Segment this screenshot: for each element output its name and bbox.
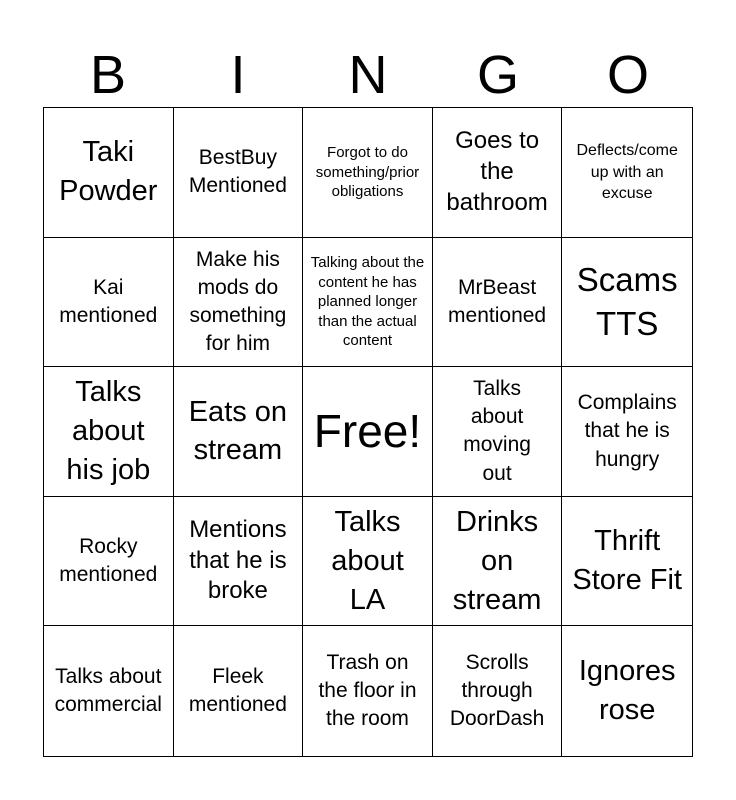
bingo-cell[interactable] (174, 626, 304, 756)
cell-text: Mentions that he is broke (189, 516, 287, 605)
bingo-cell[interactable] (433, 497, 563, 627)
bingo-cell[interactable] (562, 497, 692, 627)
cell-text: Trash on the floor in the room (318, 651, 417, 731)
header-letter-n: N (348, 45, 388, 105)
bingo-cell[interactable] (44, 108, 174, 238)
bingo-cell[interactable] (562, 367, 692, 497)
cell-text: Fleek mentioned (188, 665, 287, 717)
header-letter-b: B (89, 45, 127, 105)
bingo-cell[interactable] (433, 367, 563, 497)
header-letter-o: O (606, 45, 649, 105)
bingo-cell[interactable] (562, 626, 692, 756)
cell-text: Scams TTS (576, 261, 678, 342)
cell-text: Make his mods do something for him (189, 247, 287, 356)
bingo-cell[interactable] (303, 108, 433, 238)
bingo-cell[interactable] (303, 238, 433, 368)
cell-text: Taki Powder (59, 136, 158, 208)
header-letter-i: I (230, 45, 246, 105)
cell-text: Thrift Store Fit (572, 525, 682, 597)
bingo-cell[interactable] (562, 108, 692, 238)
cell-text: Talks about LA (331, 505, 404, 616)
bingo-cell[interactable] (44, 626, 174, 756)
cell-text: Complains that he is hungry (577, 391, 677, 471)
bingo-cell[interactable] (44, 238, 174, 368)
cell-text: BestBuy Mentioned (188, 146, 287, 198)
free-space[interactable] (303, 367, 433, 497)
bingo-cell[interactable] (303, 626, 433, 756)
cell-text: Scrolls through DoorDash (449, 651, 545, 731)
bingo-cell[interactable] (44, 497, 174, 627)
bingo-cell[interactable] (303, 497, 433, 627)
bingo-cell[interactable] (562, 238, 692, 368)
bingo-cell[interactable] (433, 626, 563, 756)
header-letter-g: G (476, 45, 519, 105)
cell-text: Talking about the content he has planned longer than the actual content (310, 254, 425, 350)
cell-text: Ignores rose (578, 655, 676, 727)
cell-text: Eats on stream (188, 395, 288, 467)
bingo-cell[interactable] (433, 108, 563, 238)
bingo-cell[interactable] (44, 367, 174, 497)
cell-text: MrBeast mentioned (448, 275, 547, 327)
cell-text: Kai mentioned (59, 275, 158, 327)
cell-text: Goes to the bathroom (446, 127, 548, 216)
cell-text: Rocky mentioned (59, 534, 158, 587)
bingo-cell[interactable] (174, 108, 304, 238)
cell-text: Talks about moving out (463, 377, 531, 485)
cell-text: Drinks on stream (452, 505, 542, 616)
bingo-header (43, 44, 693, 106)
cell-text: Deflects/come up with an excuse (576, 141, 678, 203)
bingo-cell[interactable] (433, 238, 563, 368)
bingo-board (43, 107, 693, 757)
cell-text: Talks about commercial (54, 665, 162, 717)
bingo-cell[interactable] (174, 238, 304, 368)
cell-text: Forgot to do something/prior obligations (315, 144, 420, 201)
free-space-text: Free! (313, 404, 422, 457)
cell-text: Talks about his job (66, 376, 151, 486)
bingo-cell[interactable] (174, 497, 304, 627)
bingo-cell[interactable] (174, 367, 304, 497)
